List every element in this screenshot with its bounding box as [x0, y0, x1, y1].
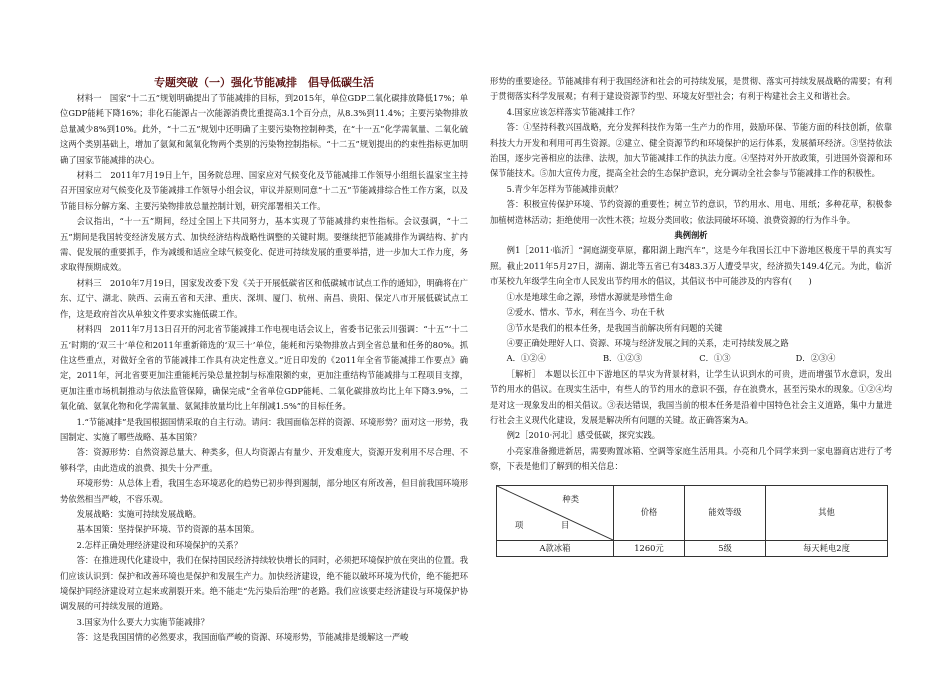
paragraph: ①水是地球生命之源，珍惜水源就是珍惜生命	[506, 291, 673, 302]
table-header-efficiency: 能效等级	[685, 485, 766, 540]
table-cell: 5级	[685, 540, 766, 556]
paragraph: 答：在推进现代化建设中，我们在保持国民经济持续较快增长的同时，必须把环境保护放在突出的位置。我们应该认识到：保护和改善环境也是保护和发展生产力。加快经济建设，绝不能以破坏环境为代价，绝不能把环境保护同经济建设对立起来或割裂开来。绝不能走“先污染后治理”的老路。我们应该要走经济建设与环境保护协调发展的可持续发展的道路。	[60, 555, 468, 612]
answer-option: D．②③④	[795, 353, 836, 364]
table-cell: 每天耗电2度	[766, 540, 888, 556]
paragraph: 环境形势：从总体上看，我国生态环境恶化的趋势已初步得到遏制，部分地区有所改善，但目前我国环境形势依然相当严峻，不容乐观。	[60, 478, 468, 504]
paragraph: 4.国家应该怎样落实节能减排工作？	[506, 106, 639, 117]
paragraph: 例2［2010·河北］感受低碳，探究实践。	[506, 430, 661, 441]
paragraph: 例1［2011·临沂］“洞庭湖变草原，鄱阳湖上跑汽车”，这是今年我国长江中下游地区极度干旱的真实写照。截止2011年5月27日，湖南、湖北等五省已有3483.3万人遭受旱灾，经济损失149.4亿元。为此，临沂市某校九年级学生向全市人民发出节约用水的倡议，其倡议书中可能涉及的内容有( )	[490, 245, 892, 287]
paragraph: 发展战略：实施可持续发展战略。	[76, 508, 202, 519]
diag-bottom-left-label: 项	[515, 520, 524, 531]
table-cell: 1260元	[614, 540, 685, 556]
appliance-table	[496, 485, 888, 557]
right-paragraphs-top	[490, 74, 892, 228]
paragraph: 小亮家准备搬进新居，需要购置冰箱、空调等家庭生活用具。小亮和几个同学来到一家电器商店进行了考察，下表是他们了解到的相关信息：	[490, 445, 892, 472]
table-header-price: 价格	[614, 485, 685, 540]
paragraph: ④要正确处理好人口、资源、环境与经济发展之间的关系，走可持续发展之路	[506, 337, 789, 348]
left-column	[60, 74, 468, 646]
answer-option: B．①②③	[602, 353, 643, 364]
right-paragraphs-mid	[490, 243, 892, 351]
paragraph: ③节水是我们的根本任务，是我国当前解决所有问题的关键	[506, 322, 723, 333]
page-title: 专题突破（一）强化节能减排 倡导低碳生活	[154, 76, 374, 89]
table-cell: A款冰箱	[497, 540, 614, 556]
section-heading: 典例剖析	[674, 230, 708, 241]
table-header-other: 其他	[766, 485, 888, 540]
paragraph: 3.国家为什么要大力实施节能减排？	[76, 616, 209, 627]
table-row	[497, 540, 888, 556]
paragraph: ［解析］ 本题以长江中下游地区的旱灾为背景材料，让学生认识到水的可贵，进而增强节水意识，发出节约用水的倡议。在现实生活中，有些人的节约用水的意识不强，存在浪费水，甚至污染水的现象。①②④均是对这一现象发出的相关倡议。③表达错误，我国当前的根本任务是沿着中国特色社会主义道路，集中力量进行社会主义现代化建设，发展是解决所有问题的关键。故正确答案为A。	[490, 368, 892, 425]
paragraph: 答：这是我国国情的必然要求，我国面临严峻的资源、环境形势，节能减排是缓解这一严峻	[76, 632, 409, 643]
paragraph: 材料一 国家“十二五”规划明确提出了节能减排的目标，到2015年，单位GDP二氧化碳排放降低17%；单位GDP能耗下降16%；非化石能源占一次能源消费比重提高3.1个百分点，从8.3%到11.4%；主要污染物排放总量减少8%到10%。此外，“十二五”规划中还明确了主要污染物控制种类，在“十一五”化学需氧量、二氧化硫这两个类别基础上，增加了氨氮和氮氧化物两个类别的污染物控制指标。“十二五”规划提出的约束性指标更加明确了国家节能减排的决心。	[60, 93, 468, 165]
left-paragraphs	[60, 91, 468, 646]
paragraph: 答：①坚持科教兴国战略，充分发挥科技作为第一生产力的作用，鼓励环保、节能方面的科技创新，依靠科技大力开发和利用可再生资源。②建立、健全资源节约和环境保护的运行体系，发展循环经济。③坚持依法治国，逐步完善相应的法律、法规，加大节能减排工作的执法力度。④坚持对外开放政策，引进国外资源和环保节能技术。⑤加大宣传力度，提高全社会的生态保护意识，充分调动全社会参与节能减排工作的积极性。	[490, 122, 892, 179]
right-paragraphs-bottom	[490, 367, 892, 475]
right-column	[490, 74, 892, 557]
answer-option: A．①②④	[506, 353, 546, 364]
paragraph: 材料二 2011年7月19日上午，国务院总理、国家应对气候变化及节能减排工作领导小组组长温家宝主持召开国家应对气候变化及节能减排工作领导小组会议，审议并原则同意“十二五”节能减排综合性工作方案，以及节能目标分解方案、主要污染物排放总量控制计划，研究部署相关工作。	[60, 170, 468, 211]
table-diagonal-header	[497, 485, 614, 540]
paragraph: 5.青少年怎样为节能减排贡献？	[506, 183, 623, 194]
paragraph: 材料三 2010年7月19日，国家发改委下发《关于开展低碳省区和低碳城市试点工作的通知》，明确将在广东、辽宁、湖北、陕西、云南五省和天津、重庆、深圳、厦门、杭州、南昌、贵阳、保定八市开展低碳试点工作，这是政府首次从单独文件要求实施低碳工作。	[60, 277, 468, 319]
paragraph: 形势的重要途径。节能减排有利于我国经济和社会的可持续发展，是贯彻、落实可持续发展战略的需要；有利于贯彻落实科学发展观；有利于建设资源节约型、环境友好型社会；有利于构建社会主义和谐社会。	[490, 76, 892, 102]
paragraph: 1.“节能减排”是我国根据国情采取的自主行动。请问：我国面临怎样的资源、环境形势？面对这一形势，我国制定、实施了哪些战略、基本国策？	[60, 416, 468, 442]
paragraph: 2.怎样正确处理经济建设和环境保护的关系？	[76, 539, 243, 550]
answer-options	[490, 351, 892, 366]
diag-top-label: 种类	[562, 493, 579, 504]
diag-bottom-right-label: 目	[561, 520, 570, 531]
paragraph: 答：资源形势：自然资源总量大、种类多，但人均资源占有量少、开发难度大，资源开发利用不尽合理、不够科学，由此造成的浪费、损失十分严重。	[60, 447, 468, 473]
paragraph: 答：积极宣传保护环境、节约资源的重要性；树立节约意识，节约用水、用电、用纸；多种花草，积极参加植树造林活动；拒绝使用一次性木筷；垃圾分类回收；依法同破坏环境、浪费资源的行为作斗争。	[490, 199, 892, 225]
paragraph: ②爱水、惜水、节水，利在当今、功在千秋	[506, 307, 665, 318]
paragraph: 会议指出，“十一五”期间，经过全国上下共同努力，基本实现了节能减排约束性指标。会议强调，“十二五”期间是我国转变经济发展方式、加快经济结构战略性调整的关键时期。要继续把节能减排作为调结构、扩内需、促发展的重要抓手，作为减缓和适应全球气候变化、促进可持续发展的重要举措，进一步加大工作力度，务求取得预期成效。	[60, 216, 468, 273]
paragraph: 材料四 2011年7月13日召开的河北省节能减排工作电视电话会议上，省委书记张云川强调：“十五”‘十二五’时期的‘双三十’单位和2011年重新筛选的‘双三十’单位，能耗和污染物排放占到全省总量和任务的80%。抓住这些重点，对做好全省的节能减排工作具有决定性意义。”近日印发的《2011年全省节能减排工作要点》确定，2011年，河北省要更加注重能耗污染总量控制与标准限额约束，更加注重结构节能减排与工程项目支撑，更加注重市场机制推动与依法监管保障，确保完成“全省单位GDP能耗、二氧化碳排放均比上年下降3.9%，二氧化硫、氨氧化物和化学需氧量、氨氮排放量均比上年削减1.5%”的目标任务。	[60, 324, 468, 412]
paragraph: 基本国策：坚持保护环境、节约资源的基本国策。	[76, 524, 260, 535]
answer-option: C．①③	[699, 353, 731, 364]
